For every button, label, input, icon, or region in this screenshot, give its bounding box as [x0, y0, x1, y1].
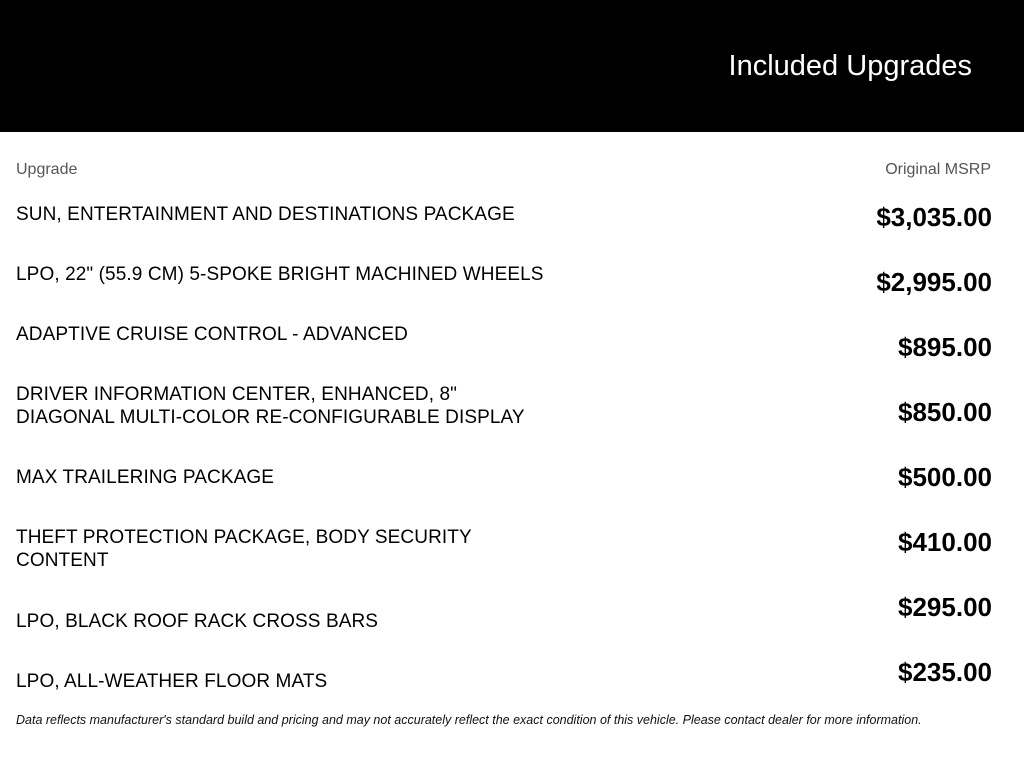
upgrade-price: $895.00: [898, 332, 992, 362]
upgrade-price: $3,035.00: [876, 202, 992, 232]
upgrade-name: LPO, 22" (55.9 CM) 5-SPOKE BRIGHT MACHINED WHEELS: [16, 264, 544, 285]
upgrade-name: LPO, BLACK ROOF RACK CROSS BARS: [16, 611, 379, 632]
upgrade-price: $235.00: [898, 657, 992, 687]
upgrade-price: $410.00: [898, 527, 992, 557]
upgrade-name: SUN, ENTERTAINMENT AND DESTINATIONS PACKAGE: [16, 204, 515, 225]
msrp-column-header: Original MSRP: [885, 161, 991, 178]
page-title: Included Upgrades: [728, 50, 972, 82]
upgrade-price: $2,995.00: [876, 267, 992, 297]
upgrade-column-header: Upgrade: [16, 161, 78, 178]
header-bar: [0, 0, 1024, 132]
upgrade-name: ADAPTIVE CRUISE CONTROL - ADVANCED: [16, 324, 408, 345]
upgrade-price: $500.00: [898, 462, 992, 492]
upgrade-price: $295.00: [898, 592, 992, 622]
upgrade-name: LPO, ALL-WEATHER FLOOR MATS: [16, 671, 328, 692]
upgrade-name: DRIVER INFORMATION CENTER, ENHANCED, 8" DIAGONAL MULTI-COLOR RE-CONFIGURABLE DISPLAY: [16, 384, 525, 428]
upgrade-name: THEFT PROTECTION PACKAGE, BODY SECURITY CONTENT: [16, 527, 472, 571]
disclaimer-text: Data reflects manufacturer's standard build and pricing and may not accurately reflect the exact condition of this vehicle. Please contact dealer for more information.: [16, 713, 922, 727]
upgrade-price: $850.00: [898, 397, 992, 427]
upgrade-name: MAX TRAILERING PACKAGE: [16, 467, 275, 488]
